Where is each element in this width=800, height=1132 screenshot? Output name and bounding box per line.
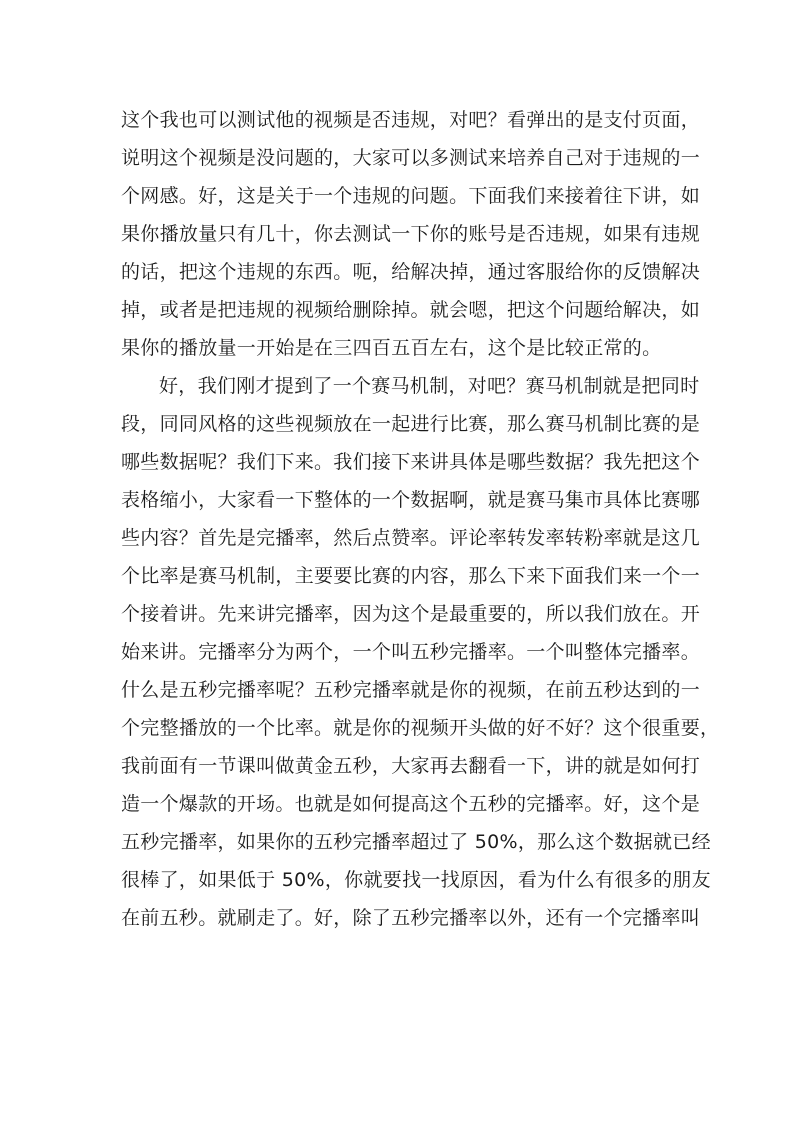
text-line: 在前五秒。就刷走了。好，除了五秒完播率以外，还有一个完播率叫 — [121, 907, 701, 929]
text-line: 个接着讲。先来讲完播率，因为这个是最重要的，所以我们放在。开 — [121, 603, 701, 625]
text-line: 哪些数据呢？我们下来。我们接下来讲具体是哪些数据？我先把这个 — [121, 451, 701, 473]
text-line: 很棒了，如果低于 50%，你就要找一找原因，看为什么有很多的朋友 — [121, 869, 711, 891]
text-line: 表格缩小，大家看一下整体的一个数据啊，就是赛马集市具体比赛哪 — [121, 489, 701, 511]
text-line: 始来讲。完播率分为两个，一个叫五秒完播率。一个叫整体完播率。 — [121, 641, 701, 663]
text-line: 果你播放量只有几十，你去测试一下你的账号是否违规，如果有违规 — [121, 223, 701, 245]
document-body — [121, 101, 720, 937]
text-line: 什么是五秒完播率呢？五秒完播率就是你的视频，在前五秒达到的一 — [121, 679, 701, 701]
text-line: 果你的播放量一开始是在三四百五百左右，这个是比较正常的。 — [121, 337, 662, 359]
text-line: 掉，或者是把违规的视频给删除掉。就会嗯，把这个问题给解决，如 — [121, 299, 701, 321]
text-line: 造一个爆款的开场。也就是如何提高这个五秒的完播率。好，这个是 — [121, 793, 701, 815]
text-line: 些内容？首先是完播率，然后点赞率。评论率转发率转粉率就是这几 — [121, 527, 701, 549]
text-line: 个完整播放的一个比率。就是你的视频开头做的好不好？这个很重要， — [121, 717, 720, 739]
text-line: 五秒完播率，如果你的五秒完播率超过了 50%，那么这个数据就已经 — [121, 831, 711, 853]
text-line: 我前面有一节课叫做黄金五秒，大家再去翻看一下，讲的就是如何打 — [121, 755, 701, 777]
text-line: 说明这个视频是没问题的，大家可以多测试来培养自己对于违规的一 — [121, 147, 701, 169]
text-line: 的话，把这个违规的东西。呃，给解决掉，通过客服给你的反馈解决 — [121, 261, 701, 283]
text-line: 这个我也可以测试他的视频是否违规，对吧？看弹出的是支付页面， — [121, 109, 701, 131]
text-line: 好，我们刚才提到了一个赛马机制，对吧？赛马机制就是把同时 — [159, 375, 700, 397]
text-line: 段，同同风格的这些视频放在一起进行比赛，那么赛马机制比赛的是 — [121, 413, 701, 435]
text-line: 个网感。好，这是关于一个违规的问题。下面我们来接着往下讲，如 — [121, 185, 701, 207]
text-line: 个比率是赛马机制，主要要比赛的内容，那么下来下面我们来一个一 — [121, 565, 701, 587]
